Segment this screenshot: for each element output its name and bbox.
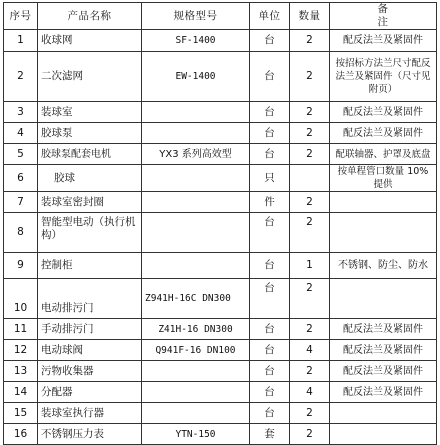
cell-no: 12 (4, 340, 38, 361)
cell-note: 配反法兰及紧固件 (330, 102, 437, 123)
cell-qty: 2 (290, 123, 330, 144)
cell-qty: 2 (290, 192, 330, 213)
table-row (4, 123, 437, 144)
cell-note (330, 213, 437, 253)
cell-unit: 件 (250, 192, 290, 213)
cell-no: 6 (4, 165, 38, 192)
cell-unit: 台 (250, 279, 290, 319)
cell-note (330, 403, 437, 424)
cell-no: 15 (4, 403, 38, 424)
cell-model (142, 165, 250, 192)
table-row (4, 424, 437, 445)
table-row (4, 319, 437, 340)
cell-name: 污物收集器 (38, 361, 142, 382)
cell-no: 2 (4, 52, 38, 102)
cell-qty: 4 (290, 340, 330, 361)
cell-no: 3 (4, 102, 38, 123)
cell-name: 分配器 (38, 382, 142, 403)
cell-unit: 台 (250, 403, 290, 424)
cell-name: 装球室 (38, 102, 142, 123)
cell-model (142, 403, 250, 424)
header-note-char-2: 注 (377, 16, 389, 28)
cell-model: YX3 系列高效型 (142, 144, 250, 165)
cell-no: 4 (4, 123, 38, 144)
table-row (4, 361, 437, 382)
cell-model (142, 361, 250, 382)
cell-qty: 2 (290, 52, 330, 102)
cell-no: 7 (4, 192, 38, 213)
cell-name: 胶球泵配套电机 (38, 144, 142, 165)
cell-name: 二次滤网 (38, 52, 142, 102)
cell-model (142, 102, 250, 123)
cell-no: 16 (4, 424, 38, 445)
cell-model: YTN-150 (142, 424, 250, 445)
cell-unit: 只 (250, 165, 290, 192)
cell-note: 配联轴器、护罩及底盘 (330, 144, 437, 165)
cell-unit: 台 (250, 123, 290, 144)
cell-model (142, 253, 250, 279)
table-row (4, 165, 437, 192)
cell-model: SF-1400 (142, 30, 250, 52)
cell-name: 手动排污门 (38, 319, 142, 340)
cell-name: 不锈钢压力表 (38, 424, 142, 445)
cell-note: 配反法兰及紧固件 (330, 382, 437, 403)
cell-unit: 台 (250, 144, 290, 165)
cell-name: 电动球阀 (38, 340, 142, 361)
cell-note: 配反法兰及紧固件 (330, 319, 437, 340)
header-note (330, 3, 437, 30)
cell-model: Z941H-16C DN300 (142, 279, 250, 319)
table-row (4, 30, 437, 52)
table-header-row (4, 3, 437, 30)
cell-model: EW-1400 (142, 52, 250, 102)
cell-name: 电动排污门 (38, 279, 142, 319)
header-no: 序号 (4, 3, 38, 30)
cell-unit: 套 (250, 424, 290, 445)
table-row (4, 144, 437, 165)
cell-model (142, 213, 250, 253)
cell-note (330, 279, 437, 319)
cell-note: 配反法兰及紧固件 (330, 361, 437, 382)
cell-qty: 2 (290, 30, 330, 52)
header-name: 产品名称 (38, 3, 142, 30)
table-row (4, 192, 437, 213)
cell-name: 装球室执行器 (38, 403, 142, 424)
cell-no: 5 (4, 144, 38, 165)
cell-qty: 2 (290, 424, 330, 445)
cell-no: 13 (4, 361, 38, 382)
cell-note: 配反法兰及紧固件 (330, 30, 437, 52)
cell-qty: 2 (290, 361, 330, 382)
cell-unit: 台 (250, 52, 290, 102)
header-qty: 数量 (290, 3, 330, 30)
cell-note (330, 192, 437, 213)
cell-no: 11 (4, 319, 38, 340)
cell-name: 收球网 (38, 30, 142, 52)
table-row (4, 102, 437, 123)
cell-note: 不锈钢、防尘、防水 (330, 253, 437, 279)
cell-unit: 台 (250, 253, 290, 279)
header-unit: 单位 (250, 3, 290, 30)
cell-name: 胶球 (38, 165, 142, 192)
cell-no: 14 (4, 382, 38, 403)
equipment-table (3, 2, 437, 445)
cell-qty: 4 (290, 382, 330, 403)
cell-model (142, 382, 250, 403)
cell-qty: 2 (290, 144, 330, 165)
cell-name: 智能型电动（执行机构） (38, 213, 142, 253)
header-note-char-1: 备 (377, 3, 389, 15)
cell-note (330, 424, 437, 445)
cell-no: 8 (4, 213, 38, 253)
cell-note: 按单程管口数量 10%提供 (330, 165, 437, 192)
cell-model (142, 123, 250, 144)
cell-unit: 台 (250, 361, 290, 382)
table-row (4, 213, 437, 253)
table-row (4, 382, 437, 403)
table-row (4, 279, 437, 319)
table-row (4, 52, 437, 102)
cell-no: 10 (4, 279, 38, 319)
table-row (4, 253, 437, 279)
cell-unit: 台 (250, 382, 290, 403)
cell-note: 配反法兰及紧固件 (330, 123, 437, 144)
cell-model: Q941F-16 DN100 (142, 340, 250, 361)
cell-qty: 1 (290, 253, 330, 279)
cell-qty: 2 (290, 403, 330, 424)
cell-qty: 2 (290, 102, 330, 123)
cell-no: 9 (4, 253, 38, 279)
cell-note: 配反法兰及紧固件 (330, 340, 437, 361)
cell-unit: 台 (250, 30, 290, 52)
cell-unit: 台 (250, 213, 290, 253)
cell-name: 装球室密封圈 (38, 192, 142, 213)
cell-name: 控制柜 (38, 253, 142, 279)
cell-note: 按招标方法兰尺寸配反法兰及紧固件（尺寸见附页） (330, 52, 437, 102)
cell-qty: 2 (290, 279, 330, 319)
table-row (4, 403, 437, 424)
cell-unit: 台 (250, 340, 290, 361)
cell-qty: 2 (290, 213, 330, 253)
cell-no: 1 (4, 30, 38, 52)
cell-model: Z41H-16 DN300 (142, 319, 250, 340)
cell-qty (290, 165, 330, 192)
cell-model (142, 192, 250, 213)
cell-name: 胶球泵 (38, 123, 142, 144)
cell-unit: 台 (250, 319, 290, 340)
header-model: 规格型号 (142, 3, 250, 30)
cell-qty: 2 (290, 319, 330, 340)
table-row (4, 340, 437, 361)
cell-unit: 台 (250, 102, 290, 123)
